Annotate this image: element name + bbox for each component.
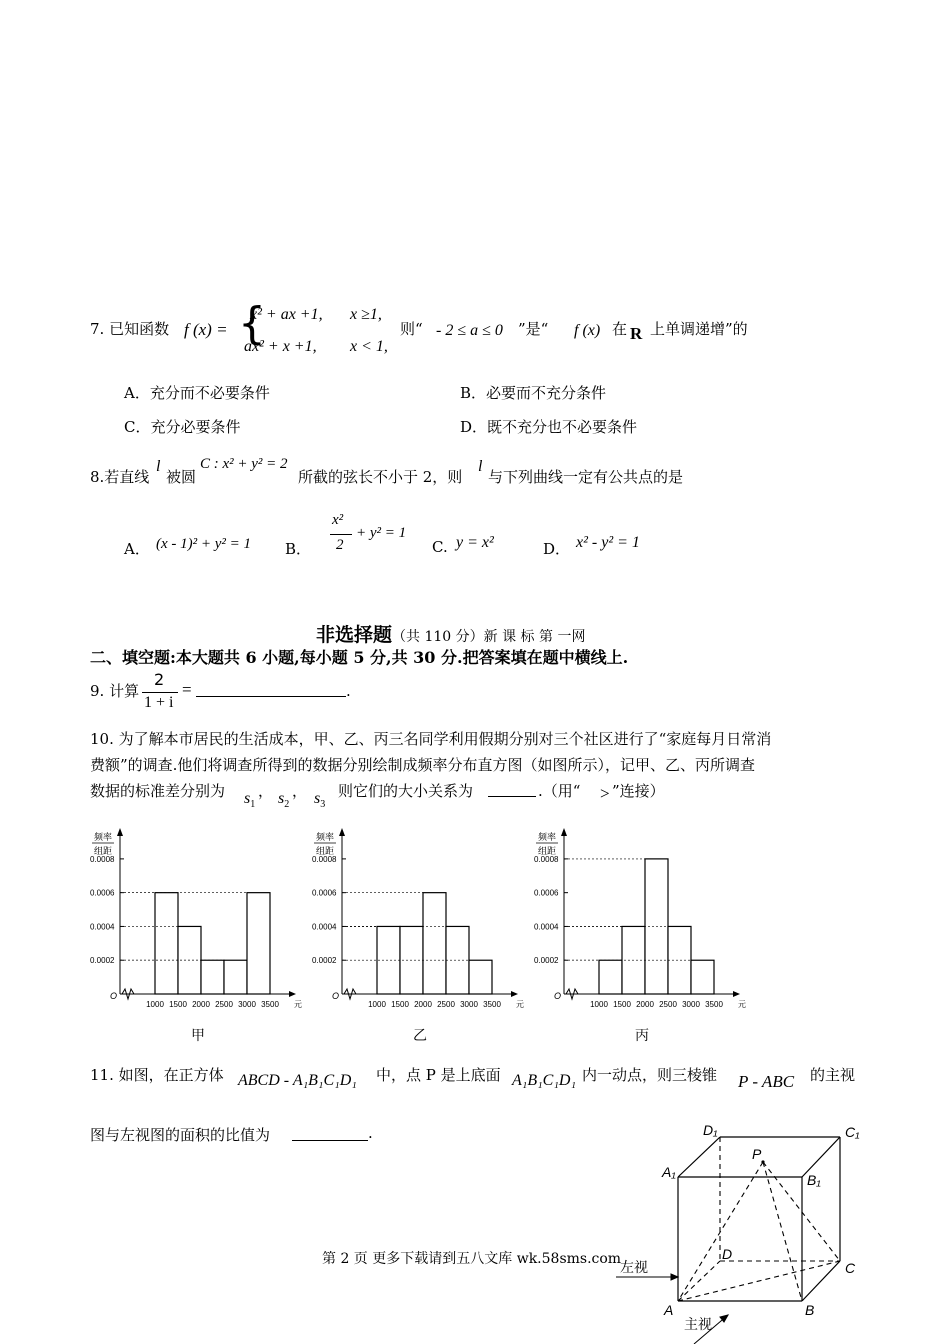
q8-l2: l [478, 458, 483, 475]
x-tick-label: 2500 [659, 1000, 677, 1009]
y-tick-label: 0.0006 [534, 888, 559, 898]
section-title-line [316, 620, 585, 647]
histogram-bar [691, 960, 714, 994]
q8-prefix: 8.若直线 [90, 468, 150, 486]
y-tick-label: 0.0002 [312, 956, 337, 966]
q11-face: A₁B₁C₁D₁ [512, 1072, 577, 1089]
y-axis-arrow [561, 828, 567, 836]
q11-answer-blank[interactable] [292, 1126, 368, 1145]
label-b1: B₁ [807, 1172, 821, 1188]
q9-den: 1 + i [144, 694, 174, 711]
y-tick-label: 0.0008 [90, 854, 115, 864]
q9-num: 2 [154, 670, 165, 689]
q7-suffix: 上单调递增”的 [650, 320, 748, 338]
left-view-arrowhead [671, 1274, 678, 1280]
q8-suffix: 与下列曲线一定有公共点的是 [488, 468, 684, 486]
y-tick-label: 0.0008 [534, 854, 559, 864]
q10-line2: 费额”的调查.他们将调查所得到的数据分别绘制成频率分布直方图（如图所示），记甲、乙、丙所调查 [90, 756, 755, 774]
x-axis-arrow [511, 991, 518, 997]
histograms [0, 820, 950, 1050]
y-axis-arrow [339, 828, 345, 836]
y-label-bottom: 组距 [538, 846, 557, 856]
label-d: D [722, 1246, 733, 1262]
x-tick-label: 3500 [705, 1000, 723, 1009]
y-axis-arrow [117, 828, 123, 836]
label-a1: A₁ [662, 1164, 676, 1180]
histogram-bar [668, 926, 691, 994]
q8-option-b-label: B． [285, 540, 312, 558]
q9-prefix: 9. 计算 [90, 682, 140, 700]
y-label-bottom: 组距 [316, 846, 335, 856]
histogram-yi [312, 828, 524, 1043]
page-footer: 第 2 页 更多下载请到五八文库 wk.58sms.com [322, 1251, 622, 1267]
y-tick-label: 0.0004 [534, 922, 559, 932]
q11-mid1: 中，点 P 是上底面 [376, 1066, 501, 1084]
x-tick-label: 3500 [483, 1000, 501, 1009]
q11-pyramid: P - ABC [738, 1072, 795, 1091]
y-label-top: 频率 [316, 832, 335, 842]
q7-cond: - 2 ≤ a ≤ 0 [436, 322, 503, 339]
y-tick-label: 0.0006 [312, 888, 337, 898]
label-front-view: 主视 [684, 1316, 712, 1332]
q8-option-a: (x - 1)² + y² = 1 [156, 536, 252, 552]
q7-case1-expr: x² + ax +1, [250, 306, 323, 323]
q8-option-b-fraction-bar [330, 534, 352, 535]
x-tick-label: 2500 [437, 1000, 455, 1009]
histogram-bar [377, 926, 400, 994]
label-c: C [845, 1260, 856, 1276]
q8-mid2: 所截的弦长不小于 2，则 [298, 468, 463, 486]
x-tick-label: 3000 [460, 1000, 478, 1009]
histogram-bar [469, 960, 492, 994]
q11-line2: 图与左视图的面积的比值为 [90, 1126, 271, 1144]
cube-figure [600, 1115, 875, 1344]
q7-case2-cond: x < 1, [350, 338, 388, 355]
x-axis-arrow [733, 991, 740, 997]
x-unit-label: 元 [738, 1000, 746, 1009]
histogram-bar [446, 926, 469, 994]
histogram-bar [423, 893, 446, 994]
edge-a1-d1 [678, 1137, 720, 1177]
histogram-title: 甲 [191, 1027, 205, 1043]
y-label-top: 频率 [538, 832, 557, 842]
y-tick-label: 0.0008 [312, 854, 337, 864]
y-label-top: 频率 [94, 832, 113, 842]
q10-line3-a: 数据的标准差分别为 [90, 782, 226, 800]
edge-b-c [802, 1261, 840, 1301]
origin-label: O [554, 991, 562, 1001]
q11-prefix: 11. 如图，在正方体 [90, 1066, 224, 1084]
y-tick-label: 0.0004 [90, 922, 115, 932]
q10-answer-blank[interactable] [488, 782, 536, 801]
q10-line1: 10. 为了解本市居民的生活成本，甲、乙、丙三名同学利用假期分别对三个社区进行了“家庭每月日常消 [90, 730, 772, 748]
q7-case2-expr: ax² + x +1, [244, 338, 317, 355]
histogram-bar [224, 960, 247, 994]
x-tick-label: 2000 [414, 1000, 432, 1009]
q7-option-c: C．充分必要条件 [124, 418, 241, 436]
q9-eq: = [182, 680, 192, 699]
x-tick-label: 1500 [391, 1000, 409, 1009]
origin-label: O [332, 991, 340, 1001]
x-tick-label: 2000 [636, 1000, 654, 1009]
edge-c1-b1 [802, 1137, 840, 1177]
q8-option-b-den: 2 [336, 537, 344, 553]
origin-label: O [110, 991, 118, 1001]
q7-prefix: 7. 已知函数 [90, 320, 170, 338]
x-tick-label: 1500 [613, 1000, 631, 1009]
y-tick-label: 0.0002 [534, 956, 559, 966]
point-p [761, 1160, 764, 1163]
x-tick-label: 3000 [238, 1000, 256, 1009]
q8-option-b-num: x² [332, 512, 344, 528]
histogram-jia [90, 828, 302, 1043]
q7-case1-cond: x ≥1, [350, 306, 382, 323]
y-tick-label: 0.0006 [90, 888, 115, 898]
q10-gt: > [600, 784, 610, 803]
section-title: 非选择题 [316, 624, 393, 646]
label-p: P [752, 1146, 762, 1162]
q8-option-d-label: D． [543, 540, 571, 558]
histogram-title: 丙 [635, 1027, 649, 1043]
q8-mid1: 被圆 [166, 468, 197, 486]
x-tick-label: 1000 [368, 1000, 386, 1009]
q7-option-b: B．必要而不充分条件 [460, 384, 607, 402]
q10-line3-c: .（用“ [538, 782, 581, 800]
y-label-bottom: 组距 [94, 846, 113, 856]
q11-suffix: 的主视 [810, 1066, 856, 1084]
histogram-bar [155, 893, 178, 994]
q8-option-a-label: A． [124, 540, 150, 558]
histogram-bar [201, 960, 224, 994]
label-b: B [805, 1302, 815, 1318]
q11-end: . [368, 1124, 373, 1142]
label-c1: C₁ [845, 1124, 860, 1140]
q11-cube: ABCD - A₁B₁C₁D₁ [238, 1072, 357, 1089]
x-tick-label: 1000 [590, 1000, 608, 1009]
q9-answer-blank[interactable] [196, 682, 346, 701]
x-tick-label: 1500 [169, 1000, 187, 1009]
x-tick-label: 1000 [146, 1000, 164, 1009]
section-header: 二、填空题:本大题共 6 小题,每小题 5 分,共 30 分.把答案填在题中横线上. [90, 648, 629, 667]
q7-mid1: 则“ [400, 320, 423, 338]
q7-brace: { [238, 298, 266, 349]
q9-fraction-bar [142, 692, 178, 693]
diagonal-a-c [678, 1261, 840, 1301]
q10-s1: $s_1$ [244, 790, 256, 811]
x-tick-label: 2000 [192, 1000, 210, 1009]
q8-option-d: x² - y² = 1 [576, 534, 640, 551]
y-tick-label: 0.0004 [312, 922, 337, 932]
x-unit-label: 元 [294, 1000, 302, 1009]
section-score: （共 110 分）新 课 标 第 一网 [392, 629, 586, 645]
q7-R: R [630, 324, 643, 343]
histogram-title: 乙 [413, 1027, 427, 1043]
q7-mid3: 在 [612, 320, 628, 338]
q7-option-a: A．充分而不必要条件 [124, 384, 270, 402]
q10-comma2: ， [292, 782, 308, 800]
x-unit-label: 元 [516, 1000, 524, 1009]
q8-l: l [156, 458, 161, 475]
x-axis-arrow [289, 991, 296, 997]
q10-comma1: ， [258, 782, 274, 800]
x-tick-label: 3500 [261, 1000, 279, 1009]
q10-s2: $s_2$ [278, 790, 290, 811]
y-tick-label: 0.0002 [90, 956, 115, 966]
q8-option-b-rest: + y² = 1 [356, 525, 407, 541]
x-tick-label: 3000 [682, 1000, 700, 1009]
q10-line3-d: ”连接） [612, 782, 665, 800]
histogram-bar [599, 960, 622, 994]
q11-mid2: 内一动点，则三棱锥 [582, 1066, 718, 1084]
q7-option-d: D．既不充分也不必要条件 [460, 418, 638, 436]
q7-mid2: ”是“ [518, 320, 549, 338]
q8-option-c: y = x² [456, 534, 494, 551]
q7-func: f (x) = [184, 320, 228, 339]
edge-p-b [763, 1162, 802, 1301]
label-a: A [664, 1302, 674, 1318]
x-tick-label: 2500 [215, 1000, 233, 1009]
label-left-view: 左视 [620, 1259, 648, 1275]
q7-fx: f (x) [574, 322, 601, 339]
histogram-bing [534, 828, 746, 1043]
edge-a-d [678, 1261, 720, 1301]
q8-circle: C : x² + y² = 2 [200, 456, 288, 472]
label-d1: D₁ [703, 1122, 718, 1138]
histogram-bar [247, 893, 270, 994]
q10-line3-b: 则它们的大小关系为 [338, 782, 474, 800]
q8-option-c-label: C. [432, 538, 448, 556]
q10-s3: $s_3$ [314, 790, 326, 811]
q9-end: . [346, 682, 351, 700]
